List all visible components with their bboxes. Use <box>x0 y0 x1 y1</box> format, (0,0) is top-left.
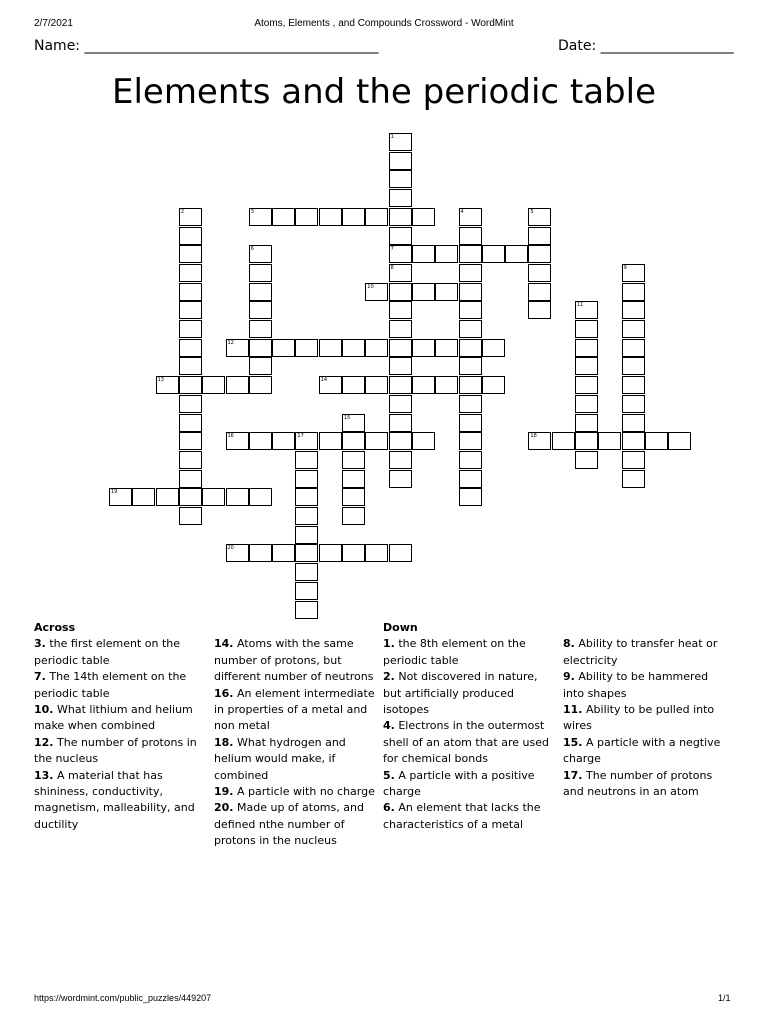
clue-number: 15 <box>344 414 351 421</box>
down-clues-col2 <box>563 620 731 800</box>
grid-cell <box>156 376 179 394</box>
grid-cell <box>435 283 458 301</box>
grid-cell <box>226 544 249 562</box>
clue-down-11: 11. Ability to be pulled into wires <box>563 703 715 733</box>
grid-cell <box>412 208 435 226</box>
clue-number: 5 <box>530 208 534 215</box>
clue-across-14: 14. Atoms with the same number of protons, but different number of neutrons <box>214 637 374 684</box>
grid-cell <box>179 283 202 301</box>
grid-cell <box>668 432 691 450</box>
grid-cell <box>365 376 388 394</box>
clue-number: 4 <box>460 208 464 215</box>
grid-cell <box>575 357 598 375</box>
grid-cell <box>179 470 202 488</box>
grid-cell <box>459 357 482 375</box>
grid-cell <box>459 376 482 394</box>
document-title: Atoms, Elements , and Compounds Crossword - WordMint <box>254 18 514 29</box>
grid-cell <box>179 245 202 263</box>
grid-cell <box>412 283 435 301</box>
grid-cell <box>295 432 318 450</box>
grid-cell <box>295 526 318 544</box>
grid-cell <box>295 601 318 619</box>
grid-cell <box>459 320 482 338</box>
grid-cell <box>249 283 272 301</box>
grid-cell <box>622 301 645 319</box>
grid-cell <box>459 283 482 301</box>
clue-number: 7 <box>390 246 394 253</box>
grid-cell <box>319 432 342 450</box>
grid-cell <box>389 357 412 375</box>
print-date: 2/7/2021 <box>34 18 73 29</box>
grid-cell <box>295 470 318 488</box>
grid-cell <box>482 245 505 263</box>
grid-cell <box>389 208 412 226</box>
grid-cell <box>575 432 598 450</box>
grid-cell <box>226 339 249 357</box>
grid-cell <box>179 339 202 357</box>
grid-cell <box>249 245 272 263</box>
grid-cell <box>459 264 482 282</box>
grid-cell <box>342 208 365 226</box>
grid-cell <box>295 582 318 600</box>
grid-cell <box>459 227 482 245</box>
across-heading: Across <box>34 621 76 634</box>
grid-cell <box>528 301 551 319</box>
date-field: Date: ___________________ <box>558 38 734 54</box>
grid-cell <box>459 488 482 506</box>
grid-cell <box>528 283 551 301</box>
grid-cell <box>249 301 272 319</box>
grid-cell <box>249 264 272 282</box>
grid-cell <box>295 208 318 226</box>
grid-cell <box>365 208 388 226</box>
grid-cell <box>412 432 435 450</box>
grid-cell <box>389 320 412 338</box>
grid-cell <box>528 208 551 226</box>
grid-cell <box>622 414 645 432</box>
grid-cell <box>249 432 272 450</box>
clue-number: 6 <box>250 246 254 253</box>
grid-cell <box>459 432 482 450</box>
grid-cell <box>249 339 272 357</box>
grid-cell <box>295 507 318 525</box>
grid-cell <box>179 376 202 394</box>
grid-cell <box>179 395 202 413</box>
grid-cell <box>389 245 412 263</box>
grid-cell <box>412 339 435 357</box>
grid-cell <box>459 339 482 357</box>
grid-cell <box>249 208 272 226</box>
grid-cell <box>575 451 598 469</box>
grid-cell <box>528 432 551 450</box>
clue-number: 12 <box>227 339 234 346</box>
grid-cell <box>365 283 388 301</box>
clue-down-8: 8. Ability to transfer heat or electricity <box>563 637 718 667</box>
grid-cell <box>365 432 388 450</box>
grid-cell <box>622 357 645 375</box>
grid-cell <box>319 376 342 394</box>
down-heading: Down <box>383 621 418 634</box>
grid-cell <box>365 339 388 357</box>
grid-cell <box>179 320 202 338</box>
clue-number: 17 <box>297 433 304 440</box>
grid-cell <box>295 451 318 469</box>
clue-number: 19 <box>111 489 118 496</box>
grid-cell <box>272 208 295 226</box>
grid-cell <box>459 395 482 413</box>
footer-page: 1/1 <box>718 993 731 1003</box>
grid-cell <box>575 395 598 413</box>
grid-cell <box>179 414 202 432</box>
name-field: Name: __________________________________________ <box>34 38 379 54</box>
grid-cell <box>412 245 435 263</box>
clue-down-2: 2. Not discovered in nature, but artificially produced isotopes <box>383 670 538 717</box>
grid-cell <box>179 488 202 506</box>
grid-cell <box>505 245 528 263</box>
grid-cell <box>435 376 458 394</box>
clue-number: 3 <box>250 208 254 215</box>
grid-cell <box>622 339 645 357</box>
grid-cell <box>622 283 645 301</box>
grid-cell <box>435 339 458 357</box>
grid-cell <box>622 264 645 282</box>
grid-cell <box>226 432 249 450</box>
clue-number: 9 <box>623 264 627 271</box>
clue-down-5: 5. A particle with a positive charge <box>383 768 535 799</box>
grid-cell <box>342 432 365 450</box>
clue-number: 13 <box>157 377 164 384</box>
grid-cell <box>179 227 202 245</box>
grid-cell <box>249 357 272 375</box>
grid-cell <box>226 488 249 506</box>
grid-cell <box>389 470 412 488</box>
grid-cell <box>412 376 435 394</box>
grid-cell <box>249 544 272 562</box>
grid-cell <box>179 301 202 319</box>
grid-cell <box>342 376 365 394</box>
grid-cell <box>319 339 342 357</box>
clue-down-4: 4. Electrons in the outermost shell of an atom that are used for chemical bonds <box>383 719 549 766</box>
clue-down-1: 1. the 8th element on the periodic table <box>383 637 526 667</box>
grid-cell <box>389 264 412 282</box>
grid-cell <box>295 339 318 357</box>
grid-cell <box>389 301 412 319</box>
grid-cell <box>459 414 482 432</box>
footer-url: https://wordmint.com/public_puzzles/449207 <box>34 993 212 1003</box>
grid-cell <box>272 432 295 450</box>
grid-cell <box>389 376 412 394</box>
grid-cell <box>575 320 598 338</box>
grid-cell <box>389 189 412 207</box>
clue-number: 1 <box>390 134 394 140</box>
clue-across-18: 18. What hydrogen and helium would make, if combined <box>214 735 346 782</box>
across-clues-col1 <box>34 620 202 833</box>
grid-cell <box>319 544 342 562</box>
grid-cell <box>226 376 249 394</box>
grid-cell <box>389 544 412 562</box>
grid-cell <box>179 264 202 282</box>
grid-cell <box>249 376 272 394</box>
grid-cell <box>179 451 202 469</box>
grid-cell <box>342 470 365 488</box>
grid-cell <box>389 170 412 188</box>
grid-cell <box>528 227 551 245</box>
clue-across-7: 7. The 14th element on the periodic table <box>34 670 187 700</box>
grid-cell <box>342 451 365 469</box>
grid-cell <box>389 152 412 170</box>
grid-cell <box>459 470 482 488</box>
grid-cell <box>202 376 225 394</box>
grid-cell <box>459 245 482 263</box>
page-title: Elements and the periodic table <box>111 72 657 112</box>
clue-across-3: 3. the first element on the periodic table <box>34 637 180 667</box>
grid-cell <box>179 357 202 375</box>
clue-number: 18 <box>530 433 537 440</box>
clue-down-15: 15. A particle with a negtive charge <box>563 735 721 766</box>
grid-cell <box>295 544 318 562</box>
grid-cell <box>342 339 365 357</box>
clue-number: 14 <box>320 377 328 384</box>
grid-cell <box>622 320 645 338</box>
grid-cell <box>249 320 272 338</box>
grid-cell <box>202 488 225 506</box>
grid-cell <box>389 339 412 357</box>
grid-cell <box>575 414 598 432</box>
grid-cell <box>342 544 365 562</box>
clue-across-12: 12. The number of protons in the nucleus <box>34 735 197 766</box>
clue-number: 16 <box>227 433 234 440</box>
grid-cell <box>622 395 645 413</box>
clue-number: 2 <box>180 208 185 215</box>
grid-cell <box>552 432 575 450</box>
grid-cell <box>319 208 342 226</box>
clue-down-6: 6. An element that lacks the characteristics of a metal <box>383 801 541 831</box>
across-clues-col2 <box>214 620 382 850</box>
grid-cell <box>459 301 482 319</box>
grid-cell <box>622 470 645 488</box>
grid-cell <box>272 339 295 357</box>
down-clues-col1 <box>383 620 551 833</box>
grid-cell <box>389 395 412 413</box>
grid-cell <box>622 376 645 394</box>
clue-down-9: 9. Ability to be hammered into shapes <box>563 670 709 700</box>
grid-cell <box>179 432 202 450</box>
clue-number: 11 <box>577 302 584 309</box>
grid-cell <box>622 432 645 450</box>
clue-across-19: 19. A particle with no charge <box>214 785 375 799</box>
grid-cell <box>645 432 668 450</box>
clue-across-16: 16. An element intermediate in properties of a metal and non metal <box>214 686 375 733</box>
grid-cell <box>528 245 551 263</box>
grid-cell <box>459 208 482 226</box>
grid-cell <box>389 414 412 432</box>
clue-number: 20 <box>227 545 234 552</box>
grid-cell <box>528 264 551 282</box>
grid-cell <box>389 451 412 469</box>
grid-cell <box>575 301 598 319</box>
grid-cell <box>156 488 179 506</box>
grid-cell <box>295 563 318 581</box>
grid-cell <box>389 432 412 450</box>
clue-number: 10 <box>367 283 374 290</box>
grid-cell <box>622 451 645 469</box>
grid-cell <box>342 414 365 432</box>
grid-cell <box>295 488 318 506</box>
clue-across-20: 20. Made up of atoms, and defined nthe number of protons in the nucleus <box>214 801 364 848</box>
grid-cell <box>179 507 202 525</box>
clue-number: 8 <box>390 264 394 271</box>
grid-cell <box>179 208 202 226</box>
grid-cell <box>249 488 272 506</box>
grid-cell <box>482 376 505 394</box>
clue-across-10: 10. What lithium and helium make when combined <box>34 703 193 733</box>
grid-cell <box>389 283 412 301</box>
grid-cell <box>342 507 365 525</box>
grid-cell <box>132 488 155 506</box>
clue-down-17: 17. The number of protons and neutrons in an atom <box>563 768 713 799</box>
grid-cell <box>365 544 388 562</box>
grid-cell <box>575 339 598 357</box>
grid-cell <box>342 488 365 506</box>
grid-cell <box>435 245 458 263</box>
grid-cell <box>272 544 295 562</box>
grid-cell <box>109 488 132 506</box>
grid-cell <box>389 133 412 151</box>
clue-across-13: 13. A material that has shininess, conductivity, magnetism, malleability, and ductility <box>34 768 195 831</box>
grid-cell <box>482 339 505 357</box>
grid-cell <box>598 432 621 450</box>
grid-cell <box>575 376 598 394</box>
grid-cell <box>389 227 412 245</box>
grid-cell <box>459 451 482 469</box>
